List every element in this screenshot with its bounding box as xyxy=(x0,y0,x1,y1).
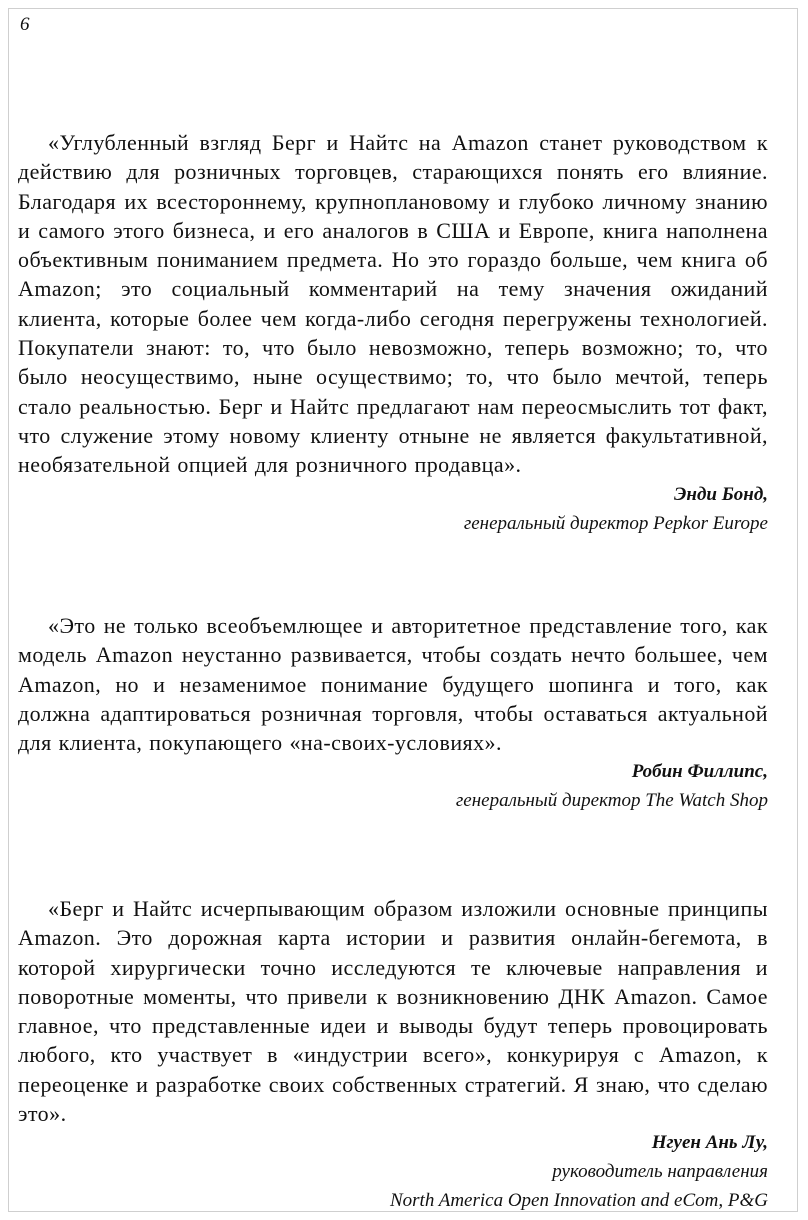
quote-attribution xyxy=(18,480,768,538)
author-name: Робин Филлипс, xyxy=(631,761,768,783)
author-company: North America Open Innovation and eCom, P&G xyxy=(389,1190,768,1212)
quote-block xyxy=(18,894,768,1215)
quote-text: «Это не только всеобъемлющее и авторитетное представление того, как модель Amazon неустанно развивается, чтобы создать нечто большее, чем Amazon, но и незаменимое понимание будущего шопинга и того, как должна адаптироваться розничная торговля, чтобы оставаться актуальной для клиента, покупающего «на-своих-условиях». xyxy=(18,613,768,756)
author-title: генеральный директор The Watch Shop xyxy=(455,790,768,812)
quote-text: «Берг и Найтс исчерпывающим образом изложили основные принципы Amazon. Это дорожная карта истории и развития онлайн-бегемота, в которой хирургически точно исследуются те ключевые направления и поворотные моменты, что привели к возникновению ДНК Amazon. Самое главное, что представленные идеи и выводы будут теперь провоцировать любого, кто участвует в «индустрии всего», конкурируя с Amazon, к переоценке и разработке своих собственных стратегий. Я знаю, что сделаю это». xyxy=(18,896,768,1127)
quote-block xyxy=(18,128,768,538)
quote-attribution xyxy=(18,757,768,815)
quote-attribution xyxy=(18,1128,768,1215)
author-name: Энди Бонд, xyxy=(674,483,768,505)
author-title: руководитель направления xyxy=(552,1161,768,1183)
quote-text: «Углубленный взгляд Берг и Найтс на Amazon станет руководством к действию для розничных торговцев, старающихся понять его влияние. Благодаря их всестороннему, крупноплановому и глубоко личному знанию и самого этого бизнеса, и его аналогов в США и Европе, книга наполнена объективным пониманием предмета. Но это гораздо больше, чем книга об Amazon; это социальный комментарий на тему значения ожиданий клиента, которые более чем когда-либо сегодня перегружены технологией. Покупатели знают: то, что было невозможно, теперь возможно; то, что было неосуществимо, ныне осуществимо; то, что было мечтой, теперь стало реальностью. Берг и Найтс предлагают нам переосмыслить тот факт, что служение этому новому клиенту отныне не является факультативной, необязательной опцией для розничного продавца». xyxy=(18,130,768,478)
author-title: генеральный директор Pepkor Europe xyxy=(463,512,768,534)
page-number: 6 xyxy=(20,14,30,35)
author-name: Нгуен Ань Лу, xyxy=(651,1132,768,1154)
quote-block xyxy=(18,611,768,815)
